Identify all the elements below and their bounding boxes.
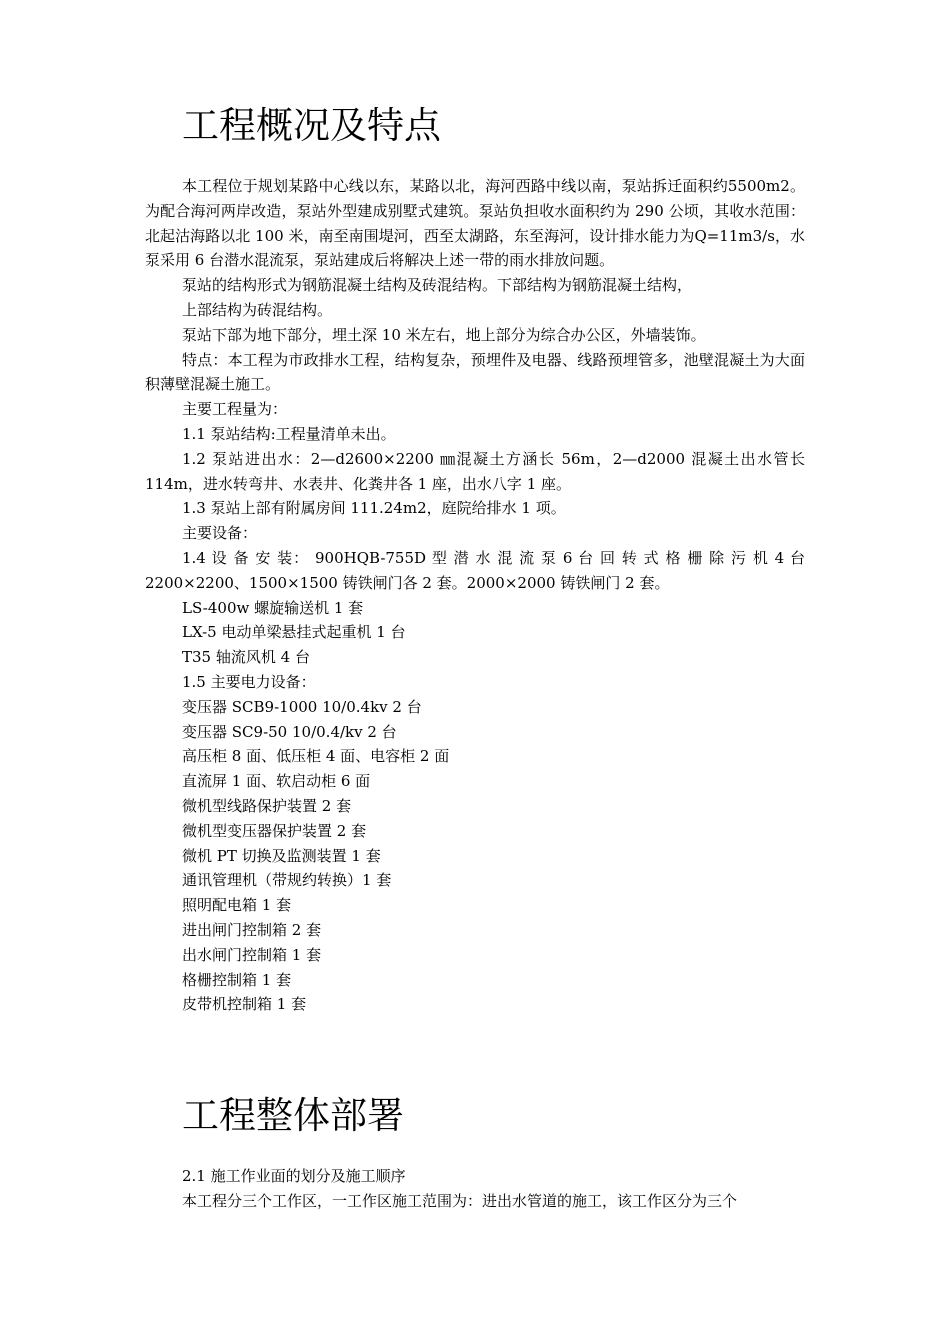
list-item: 皮带机控制箱 1 套 [182,995,307,1014]
paragraph-work-areas: 本工程分三个工作区，一工作区施工范围为：进出水管道的施工，该工作区分为三个 [182,1191,738,1210]
deployment-body [182,1164,807,1214]
list-item: 微机 PT 切换及监测装置 1 套 [182,846,381,865]
list-item: 微机型变压器保护装置 2 套 [182,821,367,840]
paragraph-structure: 泵站的结构形式为钢筋混凝土结构及砖混结构。下部结构为钢筋混凝土结构， [182,276,693,295]
list-item: 照明配电箱 1 套 [182,896,292,915]
list-item: 直流屏 1 面、软启动柜 6 面 [182,772,371,791]
list-item: T35 轴流风机 4 台 [182,648,310,667]
paragraph-item-1-3: 1.3 泵站上部有附属房间 111.24m2，庭院给排水 1 项。 [182,499,566,518]
list-item: 微机型线路保护装置 2 套 [182,796,352,815]
section-title-overview: 工程概况及特点 [182,104,441,147]
list-item: 高压柜 8 面、低压柜 4 面、电容柜 2 面 [182,747,450,766]
paragraph-features: 特点：本工程为市政排水工程，结构复杂，预埋件及电器、线路预埋管多，池壁混凝土为大面积薄壁混凝土施工。 [145,350,805,394]
paragraph-item-1-4: 1.4 设 备 安 装： 900HQB-755D 型 潜 水 混 流 泵 6 台 回 转 式 格 栅 除 污 机 4 台 2200×2200、1500×1500 铸铁闸门各 2 套。2000×2000 铸铁闸门 2 套。 [145,548,805,592]
list-item: 格栅控制箱 1 套 [182,970,292,989]
paragraph-underground: 泵站下部为地下部分，埋土深 10 米左右，地上部分为综合办公区，外墙装饰。 [182,325,706,344]
list-item: 1.5 主要电力设备： [182,672,316,691]
paragraph-location: 本工程位于规划某路中心线以东，某路以北，海河西路中线以南，泵站拆迁面积约5500m2。为配合海河两岸改造，泵站外型建成别墅式建筑。泵站负担收水面积约为 290 公顷，其收水范围：北起沽海路以北 100 米，南至南围堤河，西至太湖路，东至海河，设计排水能力为Q=11m3/s，水泵采用 6 台潜水混流泵，泵站建成后将解决上述一带的雨水排放问题。 [145,177,805,270]
paragraph-item-1-1: 1.1 泵站结构:工程量清单未出。 [182,424,396,443]
paragraph-item-1-2: 1.2 泵站进出水：2—d2600×2200 ㎜混凝土方涵长 56m，2—d2000 混凝土出水管长 114m，进水转弯井、水表井、化粪井各 1 座，出水八字 1 座。 [145,449,805,493]
list-item: LX-5 电动单梁悬挂式起重机 1 台 [182,623,406,642]
section-title-deployment: 工程整体部署 [182,1094,404,1137]
overview-body [145,174,805,1017]
list-item: 进出闸门控制箱 2 套 [182,920,322,939]
list-item: 变压器 SCB9-1000 10/0.4kv 2 台 [182,697,422,716]
paragraph-quantities-heading: 主要工程量为： [182,400,288,419]
list-item: 出水闸门控制箱 1 套 [182,945,322,964]
list-item: 通讯管理机（带规约转换）1 套 [182,871,392,890]
subheading-work-areas: 2.1 施工作业面的划分及施工顺序 [182,1167,406,1185]
list-item: LS-400w 螺旋输送机 1 套 [182,598,364,617]
paragraph-upper-structure: 上部结构为砖混结构。 [182,300,333,319]
paragraph-equipment-heading: 主要设备： [182,524,258,543]
list-item: 变压器 SC9-50 10/0.4/kv 2 台 [182,722,397,741]
